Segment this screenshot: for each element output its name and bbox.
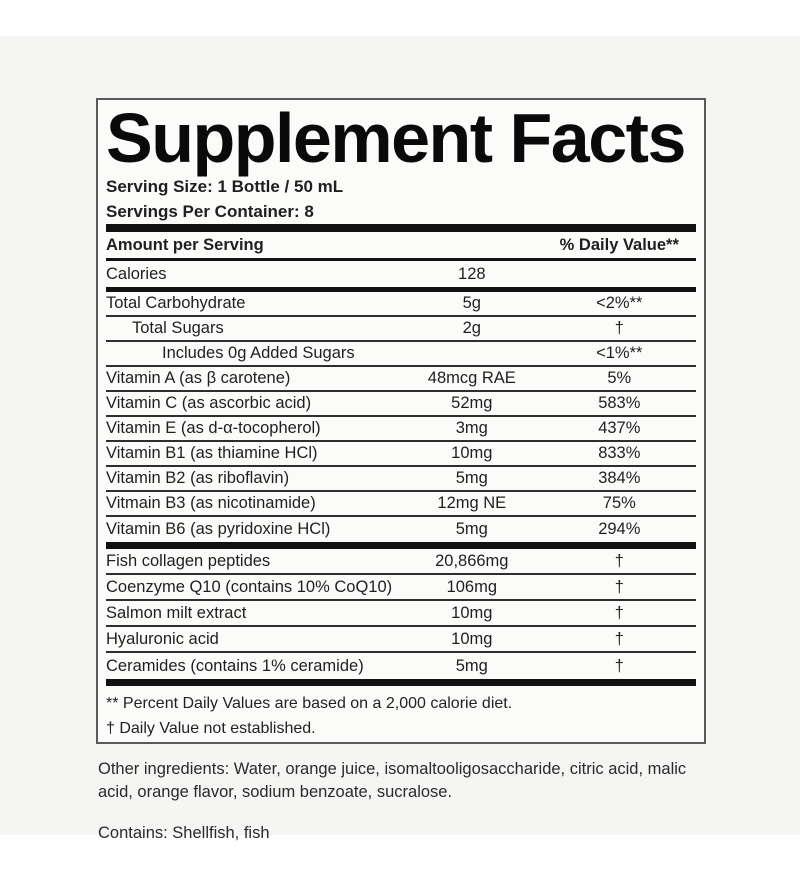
table-row: [106, 575, 696, 601]
nutrient-amount: 10mg: [451, 603, 493, 622]
nutrient-amount: 128: [458, 264, 486, 283]
supplement-facts-panel: [96, 98, 706, 744]
nutrient-name: Vitamin C (as ascorbic acid): [106, 394, 312, 412]
nutrient-dv: †: [614, 577, 624, 596]
header-daily-value: % Daily Value**: [559, 235, 679, 254]
footnote-dagger: † Daily Value not established.: [106, 720, 316, 737]
table-row: [106, 442, 696, 467]
footnotes: [106, 686, 696, 741]
table-row: [106, 627, 696, 653]
header-amount-per-serving: Amount per Serving: [106, 235, 264, 254]
table-row: [106, 342, 696, 367]
nutrient-amount: 5mg: [455, 656, 488, 675]
nutrient-name: Total Carbohydrate: [106, 294, 246, 312]
table-row: [106, 392, 696, 417]
table-row: [106, 467, 696, 492]
other-ingredients-text: Other ingredients: Water, orange juice, isomaltooligosaccharide, citric acid, malic acid, orange flavor, sodium benzoate, sucralose.: [98, 760, 687, 801]
table-header-row: [106, 232, 696, 258]
nutrient-name: Salmon milt extract: [106, 603, 247, 622]
serving-size: Serving Size: 1 Bottle / 50 mL: [106, 177, 344, 196]
nutrient-amount: 10mg: [451, 444, 493, 462]
nutrient-dv: 437%: [598, 419, 641, 437]
nutrient-dv: †: [614, 551, 624, 570]
table-row: [106, 549, 696, 575]
nutrient-name: Includes 0g Added Sugars: [162, 344, 355, 362]
divider-thick-top: [106, 224, 696, 232]
table-row: [106, 492, 696, 517]
active-ingredient-table: [106, 549, 696, 679]
nutrient-amount: 20,866mg: [435, 551, 509, 570]
nutrient-dv: <1%**: [596, 344, 643, 362]
nutrient-amount: 3mg: [455, 419, 488, 437]
table-row: [106, 367, 696, 392]
nutrient-dv: 75%: [602, 494, 636, 512]
nutrient-name: Vitamin E (as d-α-tocopherol): [106, 419, 321, 437]
nutrient-name: Vitamin B1 (as thiamine HCl): [106, 444, 318, 462]
nutrient-dv: †: [614, 656, 624, 675]
nutrient-name: Vitamin B2 (as riboflavin): [106, 469, 290, 487]
nutrient-name: Vitamin B6 (as pyridoxine HCl): [106, 520, 331, 538]
label-photo-panel: [0, 36, 800, 842]
nutrient-name: Ceramides (contains 1% ceramide): [106, 656, 364, 675]
nutrient-dv: †: [614, 319, 624, 337]
nutrient-dv: †: [614, 603, 624, 622]
nutrient-name: Calories: [106, 264, 167, 283]
nutrient-name: Vitamin A (as β carotene): [106, 369, 291, 387]
allergen-contains-text: Contains: Shellfish, fish: [98, 824, 270, 842]
servings-per-container: Servings Per Container: 8: [106, 202, 314, 221]
nutrient-name: Total Sugars: [132, 319, 224, 337]
table-row: [106, 417, 696, 442]
nutrient-table: [106, 292, 696, 542]
nutrient-dv: †: [614, 629, 624, 648]
calories-row: [106, 261, 696, 287]
divider-thick-middle: [106, 542, 696, 549]
nutrient-amount: 5g: [462, 294, 481, 312]
nutrient-amount: 106mg: [446, 577, 498, 596]
table-row: [106, 317, 696, 342]
table-row: [106, 517, 696, 542]
nutrient-name: Coenzyme Q10 (contains 10% CoQ10): [106, 577, 393, 596]
nutrient-dv: 294%: [598, 520, 641, 538]
nutrient-name: Fish collagen peptides: [106, 551, 271, 570]
divider-thick-bottom: [106, 679, 696, 686]
nutrient-amount: 10mg: [451, 629, 493, 648]
nutrient-dv: 384%: [598, 469, 641, 487]
nutrient-dv: 833%: [598, 444, 641, 462]
table-row: [106, 292, 696, 317]
nutrient-name: Vitmain B3 (as nicotinamide): [106, 494, 316, 512]
nutrient-dv: <2%**: [596, 294, 643, 312]
nutrient-amount: 52mg: [451, 394, 493, 412]
panel-title: Supplement Facts: [106, 99, 685, 177]
nutrient-amount: 48mcg RAE: [427, 369, 516, 387]
nutrient-amount: 2g: [462, 319, 481, 337]
nutrient-name: Hyaluronic acid: [106, 629, 219, 648]
footnote-daily-values: ** Percent Daily Values are based on a 2,000 calorie diet.: [106, 695, 513, 712]
nutrient-amount: 12mg NE: [437, 494, 507, 512]
nutrient-dv: 5%: [607, 369, 632, 387]
table-row: [106, 653, 696, 679]
nutrient-amount: 5mg: [455, 469, 488, 487]
nutrient-amount: 5mg: [455, 520, 488, 538]
table-row: [106, 601, 696, 627]
nutrient-dv: 583%: [598, 394, 641, 412]
